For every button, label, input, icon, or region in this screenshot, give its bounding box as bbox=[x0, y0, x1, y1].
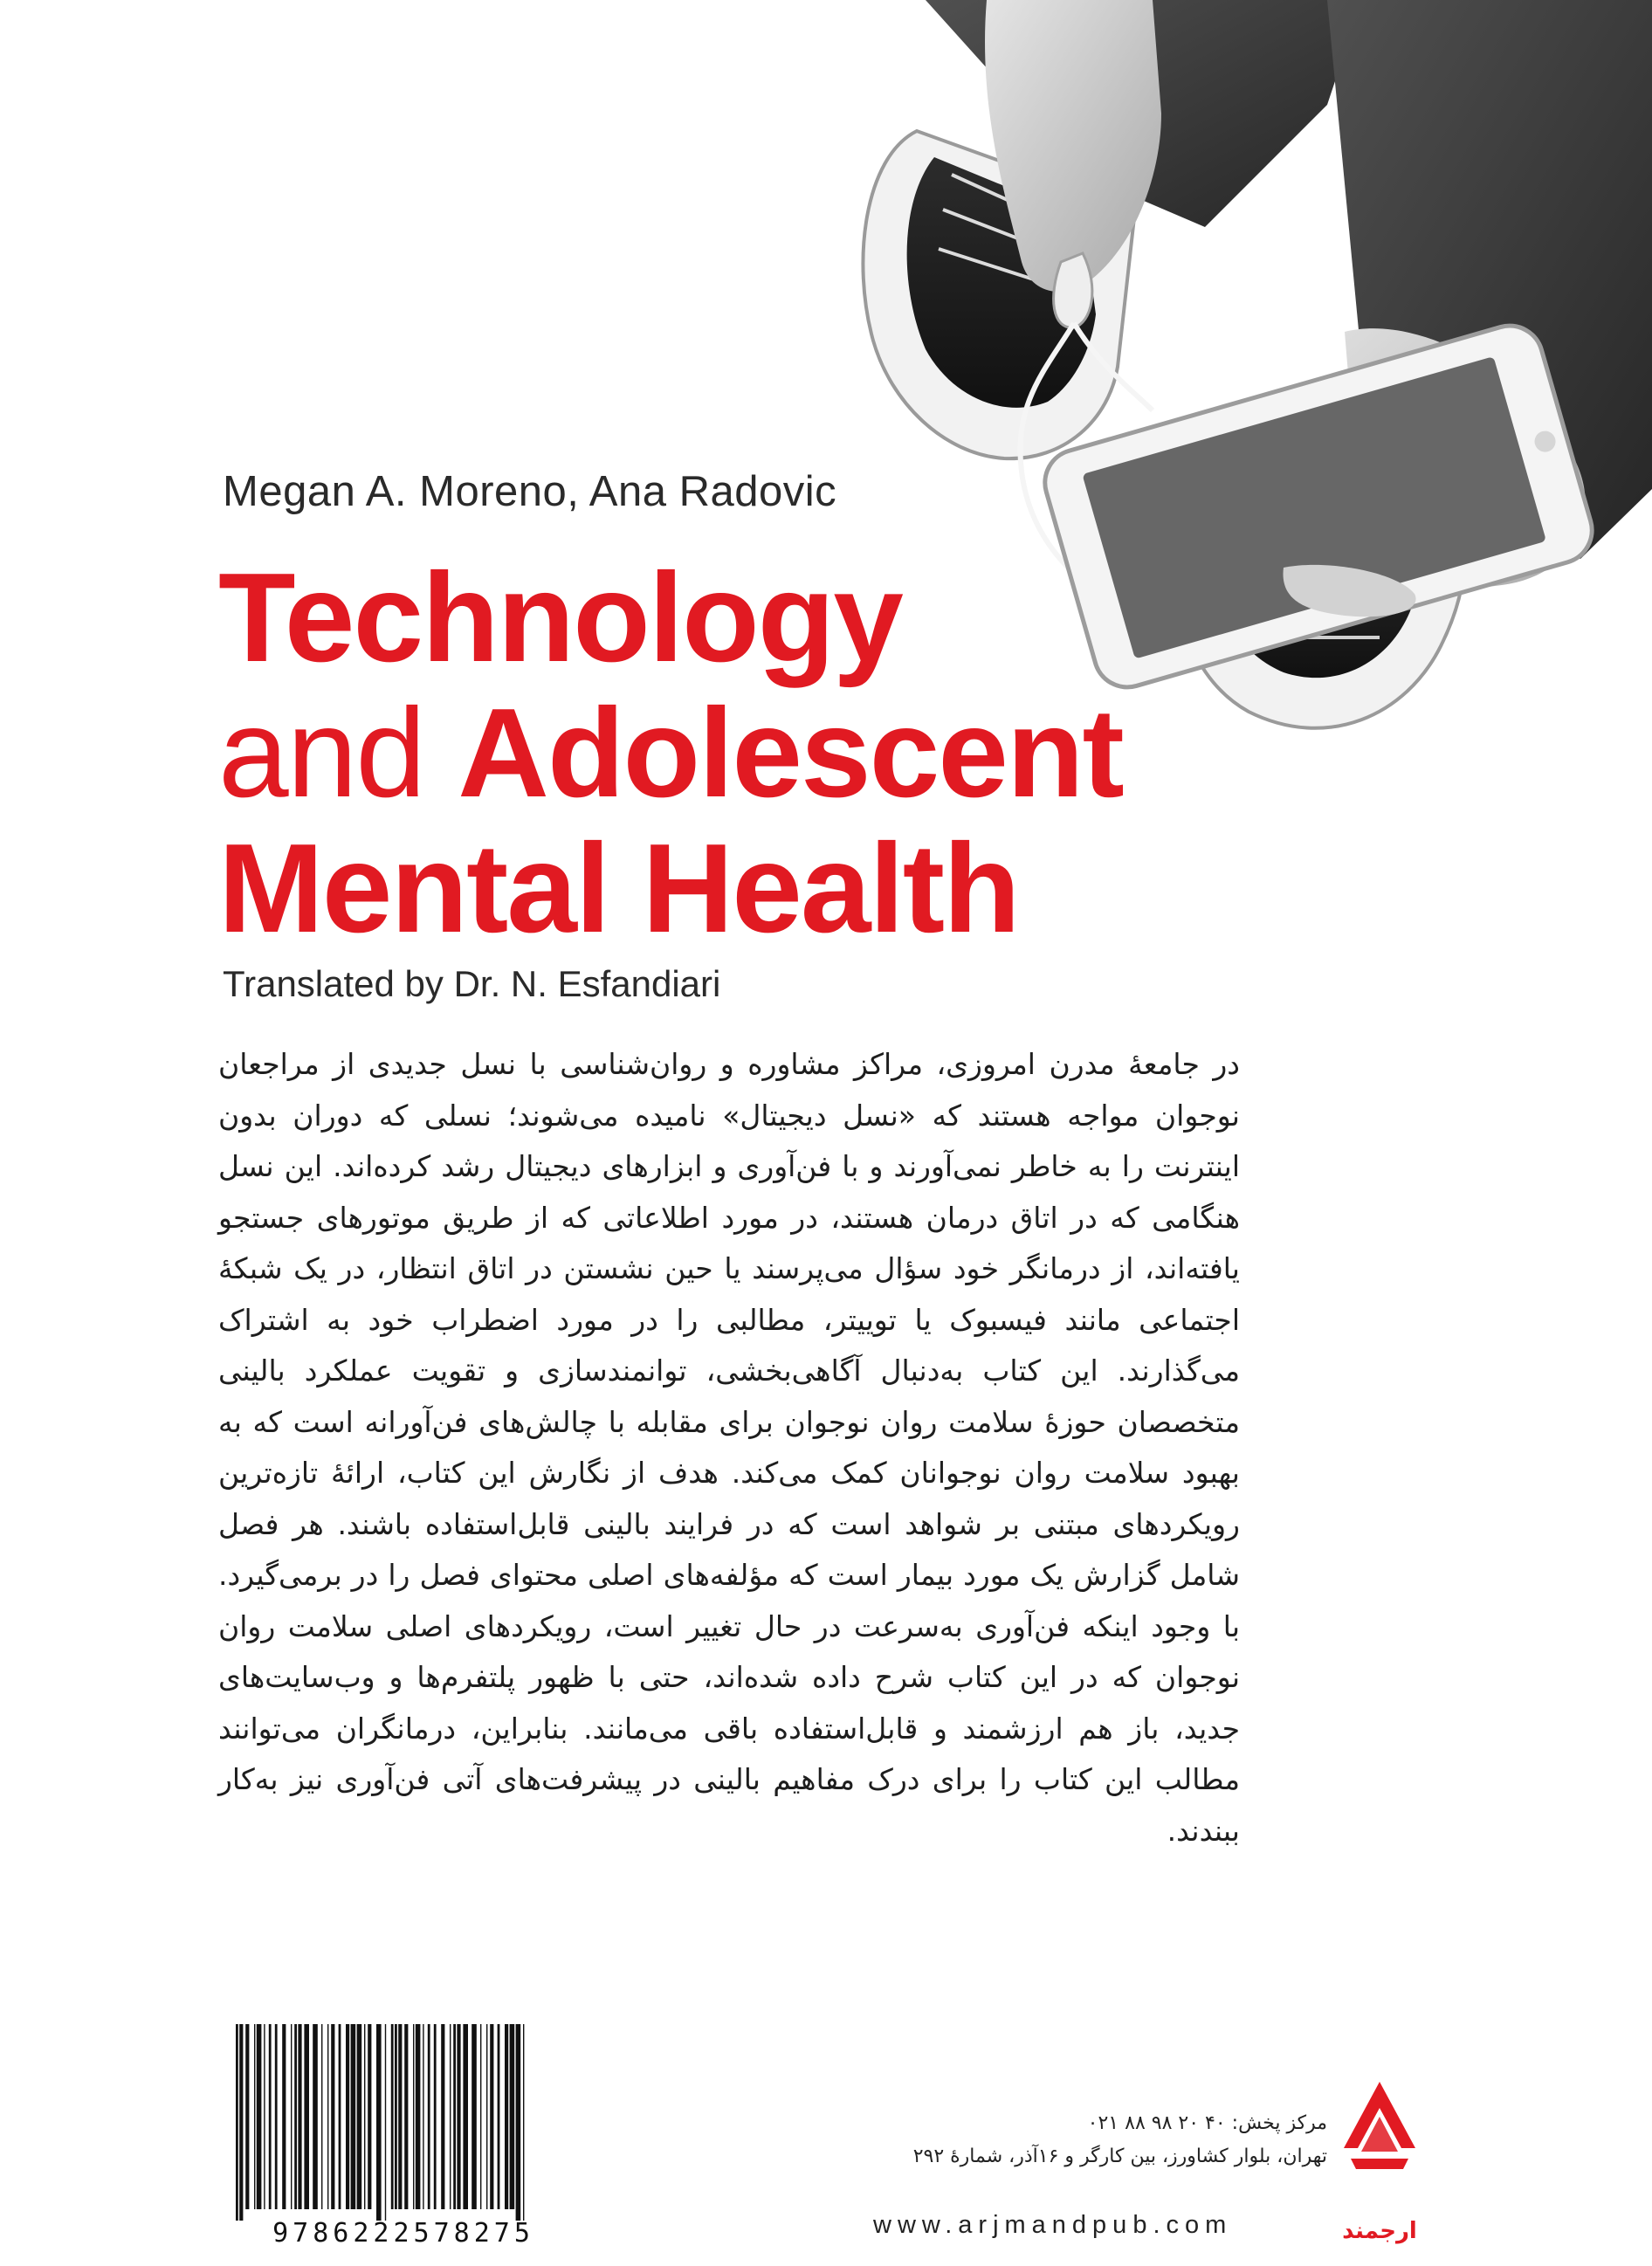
barcode-bar bbox=[463, 2024, 468, 2209]
barcode-bar bbox=[404, 2024, 408, 2209]
barcode-bar bbox=[368, 2024, 371, 2209]
barcode-bar bbox=[346, 2024, 349, 2209]
arjmand-logo-icon bbox=[1340, 2078, 1419, 2183]
barcode-bar bbox=[498, 2024, 500, 2209]
translator-credit: Translated by Dr. N. Esfandiari bbox=[223, 963, 721, 1004]
barcode-bar bbox=[486, 2024, 487, 2209]
barcode-bar bbox=[398, 2024, 402, 2209]
barcode-bar bbox=[450, 2024, 451, 2209]
barcode-bar bbox=[490, 2024, 493, 2209]
book-title-line-2 bbox=[218, 682, 1123, 823]
barcode-bar bbox=[236, 2024, 238, 2221]
barcode-bar bbox=[385, 2024, 386, 2221]
barcode-bar bbox=[282, 2024, 286, 2209]
barcode-bar bbox=[441, 2024, 444, 2209]
barcode-bar bbox=[505, 2024, 508, 2209]
barcode-bar bbox=[453, 2024, 456, 2209]
barcode-bar bbox=[357, 2024, 362, 2209]
barcode-bar bbox=[364, 2024, 365, 2209]
isbn-barcode bbox=[229, 2024, 578, 2221]
book-description: در جامعهٔ مدرن امروزی، مراکز مشاوره و روان‌شناسی با نسل جدیدی از مراجعان نوجوان مواجه هستند که «نسل دیجیتال» نامیده می‌شوند؛ نسلی که دوران بدون اینترنت را به خاطر نمی‌آورند و با فن‌آوری و ابزارهای دیجیتال رشد کرده‌اند. این نسل هنگامی که در اتاق درمان هستند، در مورد اطلاعاتی که از طریق موتورهای جستجو یافته‌اند، از درمانگر خود سؤال می‌پرسند یا حین نشستن در اتاق انتظار، در یک شبکهٔ اجتماعی مانند فیسبوک یا توییتر، مطالبی را در مورد اضطراب خود به اشتراک می‌گذارند. این کتاب به‌دنبال آگاهی‌بخشی، توانمندسازی و تقویت عملکرد بالینی متخصصان حوزهٔ سلامت روان نوجوان برای مقابله با چالش‌های فن‌آورانه است که به بهبود سلامت روان نوجوانان کمک می‌کند. هدف از نگارش این کتاب، ارائهٔ تازه‌ترین رویکردهای مبتنی بر شواهد است که در فرایند بالینی قابل‌استفاده باشند. هر فصل شامل گزارش یک مورد بیمار است که مؤلفه‌های اصلی محتوای فصل را در برمی‌گیرد. با وجود اینکه فن‌آوری به‌سرعت در حال تغییر است، رویکردهای اصلی سلامت روان نوجوان که در این کتاب شرح داده شده‌اند، حتی با ظهور پلتفرم‌ها و وب‌سایت‌های جدید، باز هم ارزشمند و قابل‌استفاده باقی می‌مانند. بنابراین، درمانگران می‌توانند مطالب این کتاب را برای درک مفاهیم بالینی در پیشرفت‌های آتی فن‌آوری نیز به‌کار ببندند. bbox=[218, 1047, 1240, 1848]
book-title-line-1: Technology bbox=[218, 547, 902, 688]
barcode-bar bbox=[321, 2024, 322, 2209]
barcode-bar bbox=[480, 2024, 481, 2209]
barcode-bar bbox=[254, 2024, 255, 2209]
barcode-bar bbox=[472, 2024, 477, 2209]
barcode-bar bbox=[510, 2024, 515, 2209]
barcode-bar bbox=[413, 2024, 414, 2209]
barcode-bar bbox=[294, 2024, 297, 2209]
barcode-bar bbox=[291, 2024, 292, 2209]
barcode-bar bbox=[391, 2024, 394, 2209]
publisher-info bbox=[873, 2107, 1327, 2173]
barcode-bar bbox=[239, 2024, 243, 2221]
barcode-bar bbox=[269, 2024, 272, 2209]
barcode-bar bbox=[331, 2024, 334, 2209]
barcode-bar bbox=[298, 2024, 301, 2209]
barcode-bar bbox=[257, 2024, 262, 2209]
publisher-logo-name: ارجمند bbox=[1342, 2218, 1417, 2244]
barcode-bar bbox=[376, 2024, 382, 2221]
publisher-website[interactable]: www.arjmandpub.com bbox=[873, 2211, 1233, 2239]
book-title-line-3: Mental Health bbox=[218, 817, 1019, 959]
barcode-bar bbox=[313, 2024, 318, 2209]
barcode-bar bbox=[275, 2024, 278, 2209]
barcode-bar bbox=[351, 2024, 356, 2209]
authors: Megan A. Moreno, Ana Radovic bbox=[223, 468, 837, 515]
barcode-bar bbox=[327, 2024, 328, 2209]
barcode-bar bbox=[416, 2024, 421, 2209]
barcode-bar bbox=[395, 2024, 397, 2209]
barcode-bar bbox=[434, 2024, 437, 2209]
isbn-number: 9786222578275 bbox=[272, 2218, 534, 2249]
barcode-bar bbox=[339, 2024, 341, 2209]
publisher-address: تهران، بلوار کشاورز، بین کارگر و ۱۶آذر، شمارهٔ ۲۹۲ bbox=[912, 2145, 1327, 2167]
distribution-center: مرکز پخش: ۴۰ ۲۰ ۹۸ ۸۸ ۰۲۱ bbox=[1087, 2112, 1327, 2134]
barcode-bar bbox=[245, 2024, 249, 2209]
barcode-bar bbox=[516, 2024, 521, 2221]
book-title-adolescent: Adolescent bbox=[458, 682, 1123, 823]
barcode-bar bbox=[264, 2024, 265, 2209]
barcode-bar bbox=[428, 2024, 430, 2209]
barcode-bar bbox=[457, 2024, 460, 2209]
barcode-bar bbox=[304, 2024, 309, 2209]
barcode-bar bbox=[523, 2024, 524, 2221]
book-title-and: and bbox=[218, 682, 424, 823]
